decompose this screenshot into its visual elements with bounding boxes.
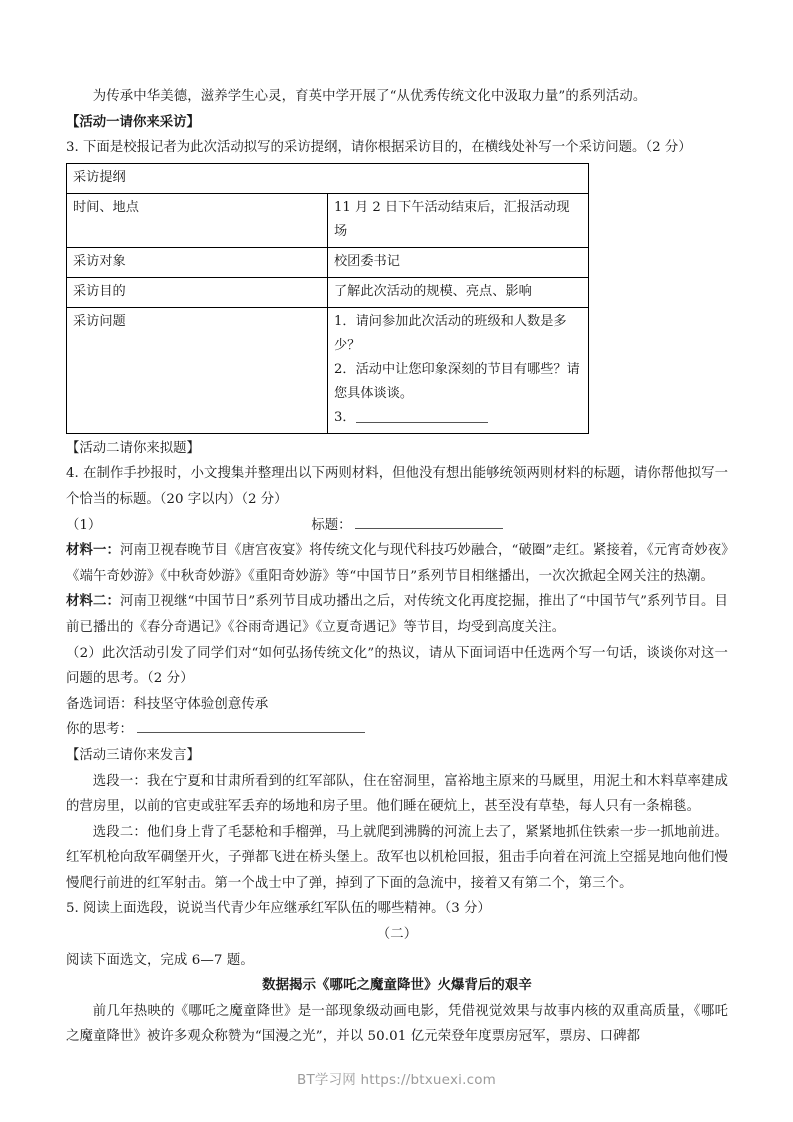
outline-value-time-place: 11 月 2 日下午活动结束后，汇报活动现场	[328, 193, 589, 247]
title-label: 标题：	[311, 517, 352, 533]
intro-paragraph: 为传承中华美德，滋养学生心灵，育英中学开展了“从优秀传统文化中汲取力量”的系列活动。	[92, 89, 647, 104]
outline-value-questions	[328, 307, 589, 433]
document-body	[66, 84, 728, 1050]
answer-blank-line[interactable]	[356, 408, 488, 423]
site-watermark: BT学习网 https://btxuexi.com	[296, 1072, 497, 1088]
question-5: 5. 阅读上面选段，说说当代青少年应继承红军队伍的哪些精神。（3 分）	[66, 901, 491, 917]
article-paragraph-1: 前几年热映的《哪吒之魔童降世》是一部现象级动画电影，凭借视觉效果与故事内核的双重高质量，《哪吒之魔童降世》被许多观众称赞为“国漫之光”，并以 50.01 亿元荣登年度票房冠军，票房、口碑都	[66, 1003, 728, 1045]
outline-value-purpose: 了解此次活动的规模、亮点、影响	[328, 277, 589, 307]
table-row	[67, 163, 589, 193]
table-row	[67, 277, 589, 307]
reading-instruction: 阅读下面选文，完成 6—7 题。	[66, 952, 254, 968]
your-thought-row	[66, 717, 728, 743]
outline-label-purpose: 采访目的	[67, 277, 328, 307]
material-one-paragraph	[66, 538, 728, 589]
article-title: 数据揭示《哪吒之魔童降世》火爆背后的艰辛	[262, 977, 532, 994]
sub-question-1-marker: （1）	[66, 517, 102, 533]
outline-label-subject: 采访对象	[67, 247, 328, 277]
your-thought-label: 你的思考：	[66, 722, 133, 738]
outline-question-3-prefix: 3．	[334, 409, 356, 425]
outline-question-2: 2．活动中让您印象深刻的节目有哪些？请您具体谈谈。	[334, 361, 580, 401]
activity-one-heading: 【活动一请你来采访】	[66, 113, 200, 130]
title-answer-blank[interactable]	[355, 515, 503, 529]
sub-question-2: （2）此次活动引发了同学们对“如何弘扬传统文化”的热议，请从下面词语中任选两个写一句话，谈谈你对这一问题的思考。（2 分）	[66, 645, 728, 687]
activity-two-heading: 【活动二请你来拟题】	[66, 440, 200, 456]
outline-question-1: 1．请问参加此次活动的班级和人数是多少？	[334, 313, 567, 353]
table-row	[67, 193, 589, 247]
your-thought-blank[interactable]	[137, 719, 365, 733]
material-one-text: 河南卫视春晚节目《唐宫夜宴》将传统文化与现代科技巧妙融合，“破圈”走红。紧接着，《元宵奇妙夜》《端午奇妙游》《中秋奇妙游》《重阳奇妙游》等“中国节日”系列节目相继播出，一次次掀起全网关注的热潮。	[66, 543, 728, 584]
material-one-label: 材料一：	[66, 542, 120, 559]
outline-question-3-blank	[334, 406, 582, 430]
activity-three-heading: 【活动三请你来发言】	[66, 747, 200, 763]
section-two-marker: （二）	[376, 927, 418, 943]
question-3: 3. 下面是校报记者为此次活动拟写的采访提纲，请你根据采访目的，在横线处补写一个采访问题。（2 分）	[66, 140, 692, 156]
outline-value-subject: 校团委书记	[328, 247, 589, 277]
outline-label-questions: 采访问题	[67, 307, 328, 433]
material-two-text: 河南卫视继“中国节日”系列节目成功播出之后，对传统文化再度挖掘，推出了“中国节气”系列节目。目前已播出的《春分奇遇记》《谷雨奇遇记》《立夏奇遇记》等节目，均受到高度关注。	[66, 594, 728, 635]
interview-outline-table	[66, 163, 589, 434]
excerpt-two: 选段二：他们身上背了毛瑟枪和手榴弹，马上就爬到沸腾的河流上去了，紧紧地抓住铁索一步一抓地前进。红军机枪向敌军碉堡开火，子弹都飞进在桥头堡上。敌军也以机枪回报，狙击手向着在河流上空摇晃地向他们慢慢爬行前进的红军射击。第一个战士中了弹，掉到了下面的急流中，接着又有第二个，第三个。	[66, 824, 728, 891]
material-two-paragraph	[66, 589, 728, 640]
table-row	[67, 307, 589, 433]
word-bank-line: 备选词语：科技坚守体验创意传承	[66, 696, 269, 712]
outline-caption-cell: 采访提纲	[67, 163, 589, 193]
title-answer-row	[66, 513, 728, 539]
material-two-label: 材料二：	[66, 593, 120, 610]
table-row	[67, 247, 589, 277]
excerpt-one: 选段一：我在宁夏和甘肃所看到的红军部队，住在窑洞里，富裕地主原来的马厩里，用泥土和木料草率建成的营房里，以前的官吏或驻军丢弃的场地和房子里。他们睡在硬炕上，甚至没有草垫，每人只有一条棉毯。	[66, 773, 728, 815]
question-4: 4. 在制作手抄报时，小文搜集并整理出以下两则材料，但他没有想出能够统领两则材料的标题，请你帮他拟写一个恰当的标题。（20 字以内）（2 分）	[66, 466, 728, 507]
outline-label-time-place: 时间、地点	[67, 193, 328, 247]
